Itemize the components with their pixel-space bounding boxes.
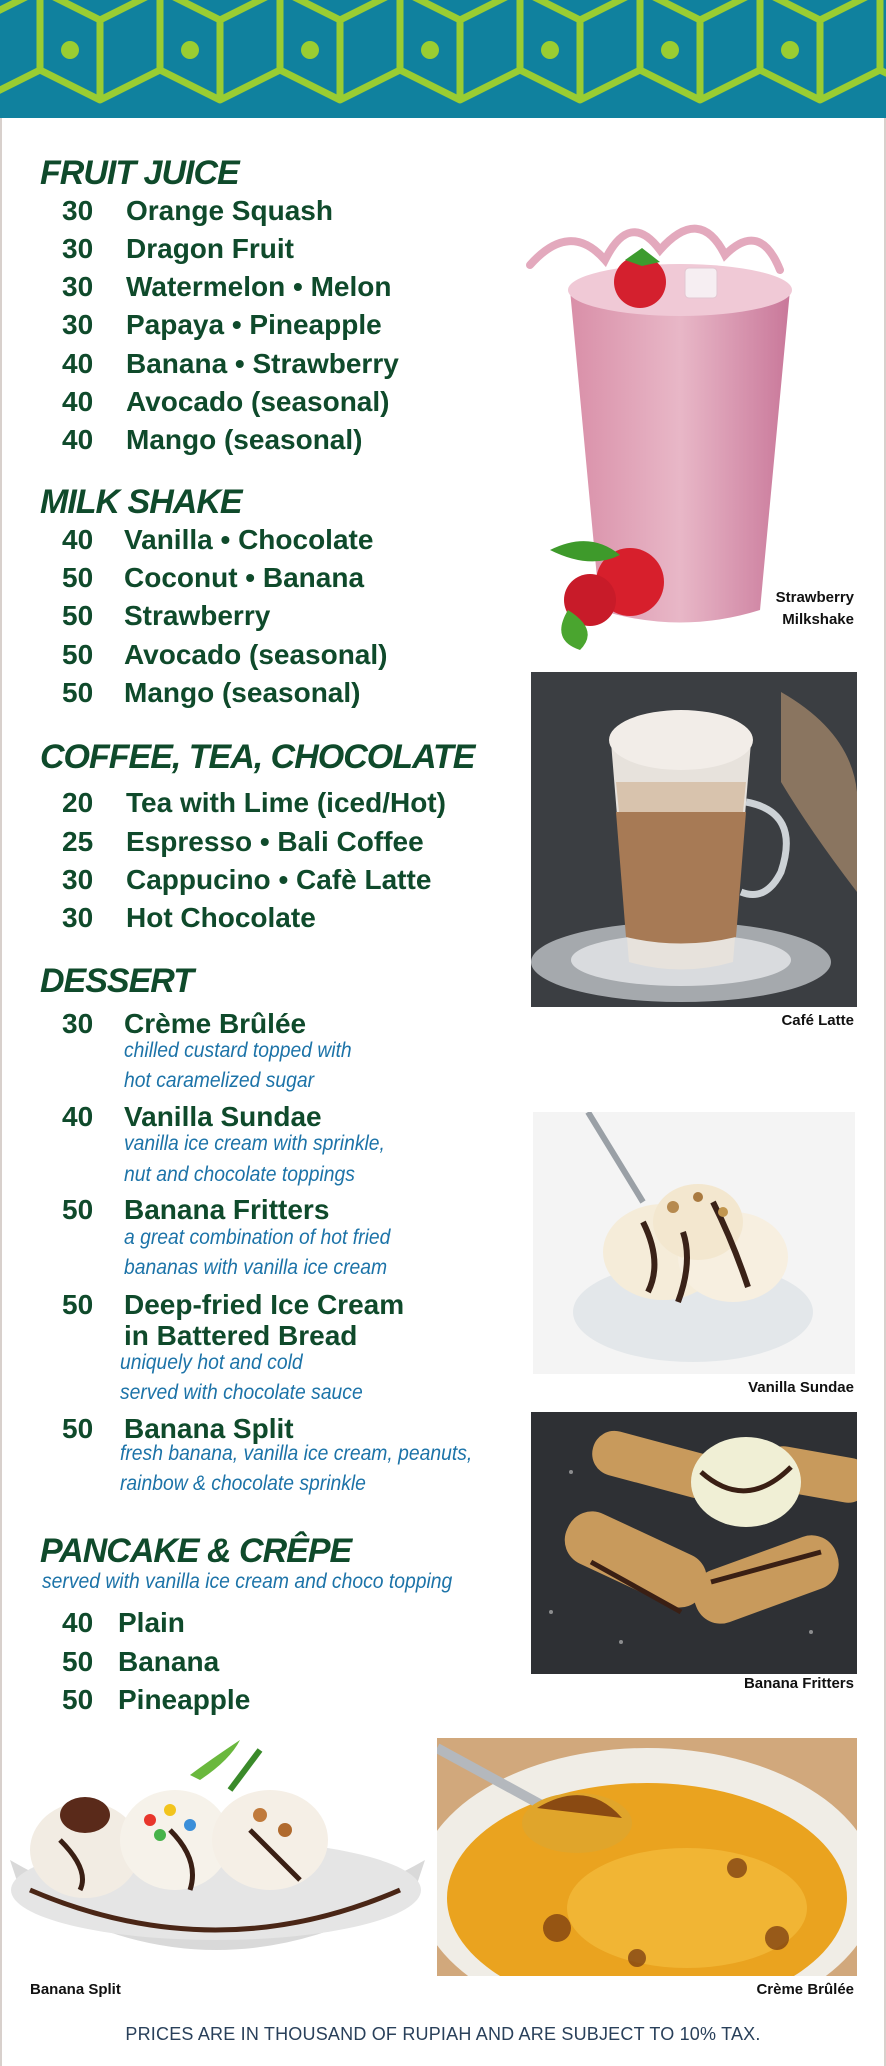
item-description: uniquely hot and cold <box>120 1351 303 1374</box>
menu-item <box>62 864 431 896</box>
menu-item <box>62 1646 219 1678</box>
banana-fritters-photo <box>531 1412 857 1674</box>
item-price: 40 <box>62 524 94 555</box>
item-price: 30 <box>62 309 94 340</box>
item-price: 50 <box>62 1194 94 1225</box>
section-title-fruit-juice: FRUIT JUICE <box>40 154 239 192</box>
item-name: Deep-fried Ice Cream <box>124 1289 405 1320</box>
menu-item <box>62 787 446 819</box>
item-price: 40 <box>62 424 94 455</box>
item-price: 30 <box>62 1008 94 1039</box>
item-price: 25 <box>62 826 94 857</box>
item-price: 30 <box>62 902 94 933</box>
item-name: Tea with Lime (iced/Hot) <box>126 787 446 818</box>
caption-strawberry-milkshake <box>776 587 854 631</box>
item-description: vanilla ice cream with sprinkle, <box>124 1132 385 1155</box>
item-price: 40 <box>62 348 94 379</box>
item-description: rainbow & chocolate sprinkle <box>120 1472 366 1495</box>
menu-item <box>62 309 382 341</box>
item-name: Banana Split <box>124 1413 294 1444</box>
caption-creme-brulee: Crème Brûlée <box>756 1981 854 1998</box>
item-name-line2: in Battered Bread <box>124 1320 358 1351</box>
item-name: Espresso • Bali Coffee <box>126 826 424 857</box>
item-description: nut and chocolate toppings <box>124 1163 355 1186</box>
item-price: 50 <box>62 1646 94 1677</box>
caption-line: Strawberry <box>775 589 854 606</box>
item-name: Hot Chocolate <box>126 902 316 933</box>
menu-item <box>62 902 316 934</box>
cafe-latte-photo <box>531 672 857 1007</box>
item-description: hot caramelized sugar <box>124 1069 315 1092</box>
item-price: 40 <box>62 1101 94 1132</box>
item-name: Avocado (seasonal) <box>126 386 390 417</box>
menu-item <box>62 639 387 671</box>
menu-item <box>62 562 364 594</box>
item-description: served with chocolate sauce <box>120 1381 363 1404</box>
item-price: 50 <box>62 1413 94 1444</box>
menu-item <box>62 1194 329 1226</box>
price-disclaimer: PRICES ARE IN THOUSAND OF RUPIAH AND ARE SUBJECT TO 10% TAX. <box>125 2024 761 2044</box>
item-description: a great combination of hot fried <box>124 1226 391 1249</box>
item-price: 30 <box>62 864 94 895</box>
item-price: 30 <box>62 271 94 302</box>
item-description: fresh banana, vanilla ice cream, peanuts, <box>120 1442 473 1465</box>
item-name: Banana • Strawberry <box>126 348 399 379</box>
item-price: 50 <box>62 1289 94 1320</box>
section-subtitle: served with vanilla ice cream and choco topping <box>42 1570 453 1593</box>
caption-line: Milkshake <box>782 611 854 628</box>
geometric-pattern <box>0 0 886 118</box>
creme-brulee-photo <box>437 1738 857 1976</box>
item-price: 30 <box>62 233 94 264</box>
item-name: Vanilla • Chocolate <box>124 524 374 555</box>
item-price: 50 <box>62 639 94 670</box>
item-description: chilled custard topped with <box>124 1039 352 1062</box>
item-name: Mango (seasonal) <box>126 424 363 455</box>
menu-item <box>62 424 362 456</box>
section-title-milk-shake: MILK SHAKE <box>40 483 242 521</box>
item-name: Coconut • Banana <box>124 562 365 593</box>
item-price: 30 <box>62 195 94 226</box>
item-name: Avocado (seasonal) <box>124 639 388 670</box>
menu-item <box>62 195 333 227</box>
vanilla-sundae-photo <box>533 1112 855 1374</box>
section-title-pancake-crepe: PANCAKE & CRÊPE <box>40 1532 352 1570</box>
menu-item <box>62 1289 404 1321</box>
menu-item <box>62 677 360 709</box>
caption-banana-split: Banana Split <box>30 1981 121 1998</box>
item-name: Banana <box>118 1646 220 1677</box>
item-price: 40 <box>62 1607 94 1638</box>
header-banner <box>0 0 886 118</box>
item-name: Crème Brûlée <box>124 1008 307 1039</box>
item-name: Strawberry <box>124 600 271 631</box>
menu-item <box>62 524 373 556</box>
item-name: Dragon Fruit <box>126 233 294 264</box>
item-name: Cappucino • Cafè Latte <box>126 864 432 895</box>
item-price: 50 <box>62 677 94 708</box>
menu-item <box>62 348 399 380</box>
section-title-dessert: DESSERT <box>40 962 193 1000</box>
menu-item <box>62 1684 250 1716</box>
item-name: Watermelon • Melon <box>126 271 392 302</box>
item-price: 20 <box>62 787 94 818</box>
section-title-coffee-tea-chocolate: COFFEE, TEA, CHOCOLATE <box>40 738 475 776</box>
caption-banana-fritters: Banana Fritters <box>743 1675 854 1692</box>
item-price: 50 <box>62 600 94 631</box>
menu-item <box>62 233 294 265</box>
menu-item <box>62 600 270 632</box>
item-price: 50 <box>62 1684 94 1715</box>
caption-cafe-latte: Café Latte <box>781 1012 854 1029</box>
caption-vanilla-sundae: Vanilla Sundae <box>748 1379 854 1396</box>
menu-item <box>62 386 389 418</box>
banana-split-photo <box>0 1720 433 1990</box>
item-name: Vanilla Sundae <box>124 1101 322 1132</box>
item-name: Orange Squash <box>126 195 333 226</box>
item-name: Plain <box>118 1607 185 1638</box>
item-name: Mango (seasonal) <box>124 677 361 708</box>
menu-item <box>62 271 391 303</box>
item-name: Banana Fritters <box>124 1194 330 1225</box>
item-name: Pineapple <box>118 1684 251 1715</box>
item-name: Papaya • Pineapple <box>126 309 382 340</box>
menu-item <box>62 1607 185 1639</box>
item-price: 40 <box>62 386 94 417</box>
item-price: 50 <box>62 562 94 593</box>
item-description: bananas with vanilla ice cream <box>124 1256 388 1279</box>
menu-item <box>62 826 424 858</box>
